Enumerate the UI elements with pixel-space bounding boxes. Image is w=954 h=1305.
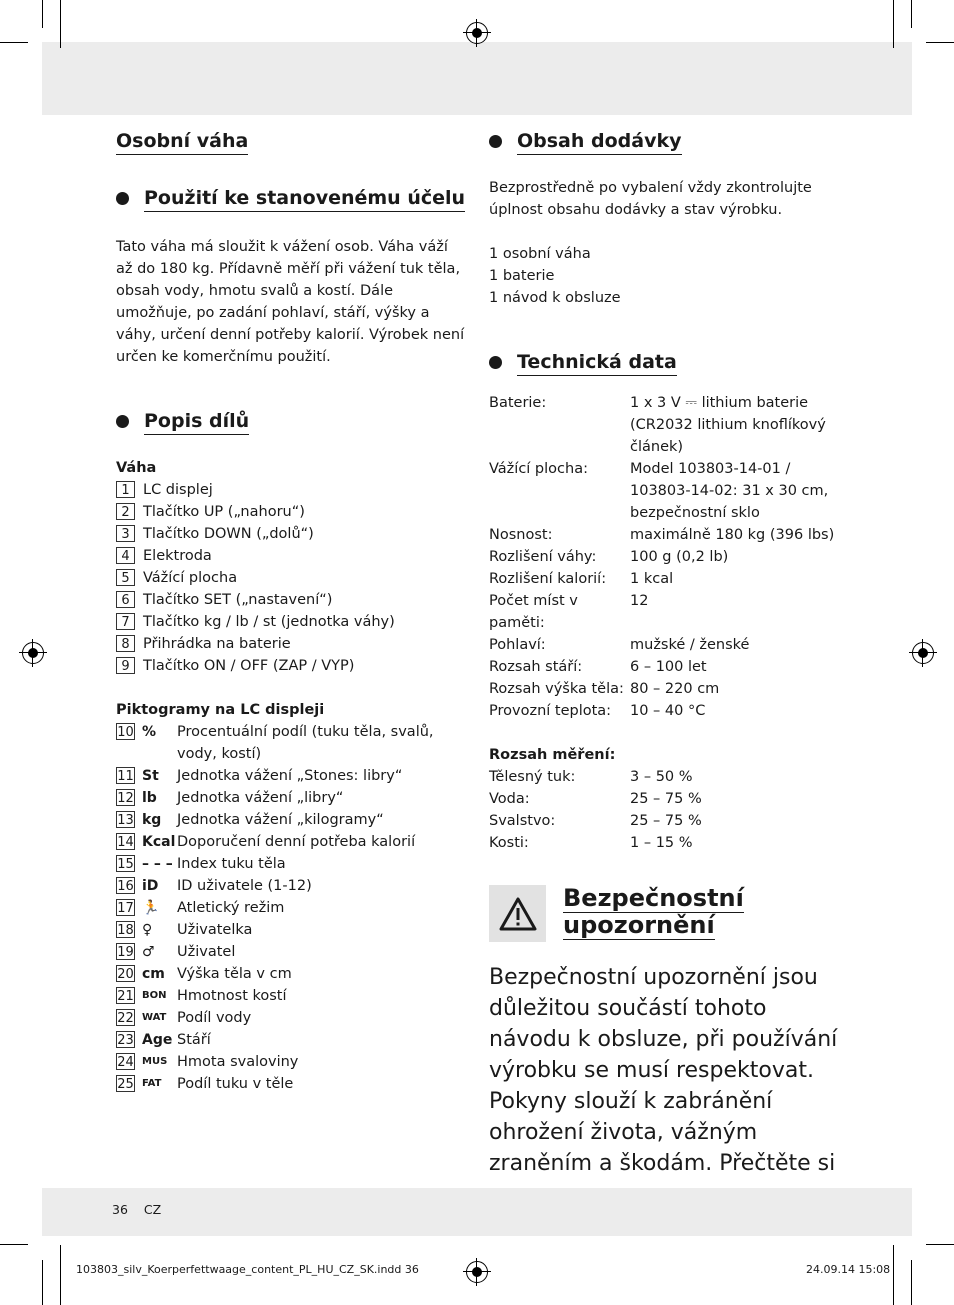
spec-key: Tělesný tuk: (489, 769, 576, 785)
spec-value: 25 – 75 % (630, 813, 702, 829)
crop-mark (926, 42, 954, 43)
spec-key: Rozlišení kalorií: (489, 571, 607, 587)
pictogram-number: 24 (117, 1055, 134, 1070)
pictograms-subheading: Piktogramy na LC displeji (116, 702, 325, 718)
pictogram-item (116, 721, 468, 765)
safety-heading (489, 885, 839, 942)
part-number: 5 (116, 569, 135, 586)
safety-title-line1: Bezpečnostní (563, 884, 744, 912)
left-column (116, 128, 468, 1095)
pictogram-number: 10 (117, 725, 134, 740)
pictogram-item (116, 1073, 468, 1095)
pictogram-icon: kg (142, 812, 162, 828)
pictogram-item (116, 963, 468, 985)
spec-value: 1 x 3 V ⎓ lithium baterie (CR2032 lithium knoflíkový článek) (630, 395, 826, 455)
spec-key: Rozsah výška těla: (489, 681, 624, 697)
pictogram-icon: WAT (142, 1012, 167, 1023)
safety-text: Bezpečnostní upozornění jsou důležitou součástí tohoto návodu k obsluze, při používání výrobku se musí respektovat. Pokyny slouží k zabránění ohrožení života, vážným zraněním a škodám. Přečtěte si (489, 965, 838, 1176)
pictogram-number: 19 (117, 945, 134, 960)
spec-value: mužské / ženské (630, 637, 750, 653)
pictogram-icon: BON (142, 990, 167, 1001)
spec-row (489, 788, 839, 810)
spec-key: Pohlaví: (489, 637, 546, 653)
pictogram-label: Atletický režim (177, 900, 285, 916)
pictogram-icon: Age (142, 1032, 173, 1048)
spec-value: 1 – 15 % (630, 835, 693, 851)
contents-intro: Bezprostředně po vybalení vždy zkontrolujte úplnost obsahu dodávky a stav výrobku. (489, 180, 812, 218)
pictogram-number: 17 (117, 901, 134, 916)
pictogram-label: Jednotka vážení „Stones: libry“ (177, 768, 403, 784)
part-label: Elektroda (143, 548, 212, 564)
intended-use-text: Tato váha má sloužit k vážení osob. Váha váží až do 180 kg. Přídavně měří při vážení tuk těla, obsah vody, hmotu svalů a kostí. Dále umožňuje, po zadání pohlaví, stáří, výšky a váhy, určení denní potřeby kalorií. Výrobek není určen ke komerčnímu použití. (116, 239, 465, 365)
spec-key: Počet míst v paměti: (489, 593, 578, 631)
spec-value: 100 g (0,2 lb) (630, 549, 729, 565)
footer-band (42, 1188, 912, 1236)
spec-value: 80 – 220 cm (630, 681, 720, 697)
part-number: 3 (116, 525, 135, 542)
section-heading-parts: Popis dílů (116, 408, 468, 435)
pictogram-item (116, 1007, 468, 1029)
spec-row (489, 546, 839, 568)
pictogram-number: 16 (117, 879, 134, 894)
crop-mark (893, 0, 894, 48)
pictogram-item (116, 831, 468, 853)
pictogram-number: 25 (117, 1077, 134, 1092)
page-footer (112, 1202, 161, 1217)
pictogram-list (116, 721, 468, 1095)
spec-row (489, 568, 839, 590)
pictogram-item (116, 809, 468, 831)
section-heading-tech: Technická data (489, 349, 839, 376)
spec-value: maximálně 180 kg (396 lbs) (630, 527, 835, 543)
pictogram-item (116, 1029, 468, 1051)
part-label: Přihrádka na baterie (143, 636, 291, 652)
spec-row (489, 458, 839, 524)
spec-key: Nosnost: (489, 527, 553, 543)
spec-value: Model 103803-14-01 / 103803-14-02: 31 x 30 cm, bezpečnostní sklo (630, 461, 829, 521)
part-number: 9 (116, 657, 135, 674)
part-item (116, 501, 468, 523)
header-band (42, 42, 912, 115)
pictogram-number: 12 (117, 791, 134, 806)
bullet-icon (489, 356, 502, 369)
spec-key: Provozní teplota: (489, 703, 612, 719)
pictogram-label: Stáří (177, 1032, 211, 1048)
range-spec-list (489, 766, 839, 854)
part-number: 6 (116, 591, 135, 608)
spec-value: 10 – 40 °C (630, 703, 706, 719)
spec-value: 6 – 100 let (630, 659, 707, 675)
crop-mark (0, 1244, 28, 1245)
part-item (116, 655, 468, 677)
pictogram-item (116, 765, 468, 787)
pictogram-icon: lb (142, 790, 157, 806)
part-label: Tlačítko SET („nastavení“) (143, 592, 333, 608)
part-number: 8 (116, 635, 135, 652)
safety-title-line2: upozornění (563, 911, 715, 939)
crop-mark (60, 0, 61, 48)
spec-row (489, 810, 839, 832)
crop-mark (42, 1260, 43, 1305)
spec-key: Svalstvo: (489, 813, 556, 829)
registration-mark-icon (22, 642, 44, 664)
spec-row (489, 634, 839, 656)
crop-mark (911, 0, 912, 28)
crop-mark (911, 1260, 912, 1305)
spec-value: 12 (630, 593, 649, 609)
pictogram-label: Podíl tuku v těle (177, 1076, 294, 1092)
part-number: 2 (116, 503, 135, 520)
contents-item: 1 návod k obsluze (489, 290, 621, 306)
spec-row (489, 766, 839, 788)
pictogram-item (116, 941, 468, 963)
spec-value: 25 – 75 % (630, 791, 702, 807)
page-title: Osobní váha (116, 128, 248, 155)
section-heading-intended-use: Použití ke stanovenému účelu (116, 185, 468, 212)
page-number: 36 (112, 1202, 128, 1217)
pictogram-item (116, 875, 468, 897)
pictogram-item (116, 1051, 468, 1073)
pictogram-label: Hmotnost kostí (177, 988, 287, 1004)
pictogram-icon: ♂ (142, 944, 155, 960)
warning-icon (489, 885, 546, 942)
part-item (116, 567, 468, 589)
spec-row (489, 678, 839, 700)
pictogram-item (116, 897, 468, 919)
part-label: Tlačítko ON / OFF (ZAP / VYP) (143, 658, 355, 674)
part-label: LC displej (143, 482, 213, 498)
part-item (116, 589, 468, 611)
pictogram-number: 13 (117, 813, 134, 828)
crop-mark (42, 0, 43, 28)
part-label: Vážící plocha (143, 570, 238, 586)
crop-mark (893, 1245, 894, 1305)
pictogram-label: Jednotka vážení „libry“ (177, 790, 344, 806)
pictogram-label: Index tuku těla (177, 856, 286, 872)
spec-value: 1 kcal (630, 571, 674, 587)
pictogram-number: 15 (117, 857, 134, 872)
parts-list (116, 479, 468, 677)
part-label: Tlačítko kg / lb / st (jednotka váhy) (143, 614, 395, 630)
pictogram-icon: % (142, 724, 157, 740)
pictogram-icon: ♀ (142, 922, 153, 938)
pictogram-label: Uživatel (177, 944, 236, 960)
part-number: 4 (116, 547, 135, 564)
pictogram-number: 23 (117, 1033, 134, 1048)
part-label: Tlačítko UP („nahoru“) (143, 504, 305, 520)
part-item (116, 611, 468, 633)
spec-value: 3 – 50 % (630, 769, 693, 785)
spec-key: Rozsah stáří: (489, 659, 583, 675)
part-number: 1 (116, 481, 135, 498)
section-heading-contents: Obsah dodávky (489, 128, 839, 155)
spec-key: Rozlišení váhy: (489, 549, 597, 565)
range-subheading: Rozsah měření: (489, 747, 616, 763)
pictogram-label: Hmota svaloviny (177, 1054, 299, 1070)
spec-row (489, 700, 839, 722)
contents-item: 1 osobní váha (489, 246, 591, 262)
spec-row (489, 590, 839, 634)
bullet-icon (116, 415, 129, 428)
pictogram-number: 21 (117, 989, 134, 1004)
part-item (116, 523, 468, 545)
pictogram-number: 22 (117, 1011, 134, 1026)
pictogram-number: 11 (117, 769, 134, 784)
pictogram-label: Jednotka vážení „kilogramy“ (177, 812, 384, 828)
part-item (116, 545, 468, 567)
pictogram-icon: – – – (142, 856, 173, 872)
part-item (116, 633, 468, 655)
pictogram-icon: St (142, 768, 159, 784)
pictogram-icon: Kcal (142, 834, 176, 850)
pictogram-label: Doporučení denní potřeba kalorií (177, 834, 416, 850)
registration-mark-icon (466, 22, 488, 44)
registration-mark-icon (912, 642, 934, 664)
spec-row (489, 656, 839, 678)
pictogram-icon: MUS (142, 1056, 168, 1067)
crop-mark (60, 1245, 61, 1305)
pictogram-item (116, 919, 468, 941)
pictogram-label: Procentuální podíl (tuku těla, svalů, vody, kostí) (177, 724, 434, 762)
spec-key: Vážící plocha: (489, 461, 588, 477)
pictogram-icon: FAT (142, 1078, 162, 1089)
spec-row (489, 524, 839, 546)
spec-key: Voda: (489, 791, 530, 807)
spec-key: Kosti: (489, 835, 529, 851)
pictogram-item (116, 787, 468, 809)
bullet-icon (489, 135, 502, 148)
pictogram-label: Podíl vody (177, 1010, 252, 1026)
contents-item: 1 baterie (489, 268, 555, 284)
pictogram-label: Výška těla v cm (177, 966, 292, 982)
pictogram-item (116, 985, 468, 1007)
registration-mark-icon (466, 1261, 488, 1283)
right-column (489, 128, 839, 1179)
crop-mark (926, 1244, 954, 1245)
part-label: Tlačítko DOWN („dolů“) (143, 526, 314, 542)
slug-filename: 103803_silv_Koerperfettwaage_content_PL_HU_CZ_SK.indd 36 (76, 1263, 419, 1276)
spec-row (489, 392, 839, 458)
pictogram-number: 18 (117, 923, 134, 938)
scale-subheading: Váha (116, 460, 157, 476)
language-code: CZ (143, 1202, 162, 1217)
part-number: 7 (116, 613, 135, 630)
crop-mark (0, 42, 28, 43)
pictogram-icon: 🏃 (142, 900, 160, 916)
part-item (116, 479, 468, 501)
bullet-icon (116, 192, 129, 205)
pictogram-icon: cm (142, 966, 165, 982)
pictogram-item (116, 853, 468, 875)
spec-row (489, 832, 839, 854)
pictogram-label: ID uživatele (1-12) (177, 878, 312, 894)
spec-key: Baterie: (489, 395, 547, 411)
pictogram-label: Uživatelka (177, 922, 253, 938)
pictogram-icon: iD (142, 878, 159, 894)
tech-spec-list (489, 392, 839, 722)
pictogram-number: 20 (117, 967, 134, 982)
slug-date: 24.09.14 15:08 (806, 1263, 891, 1276)
pictogram-number: 14 (117, 835, 134, 850)
contents-list (489, 243, 839, 309)
